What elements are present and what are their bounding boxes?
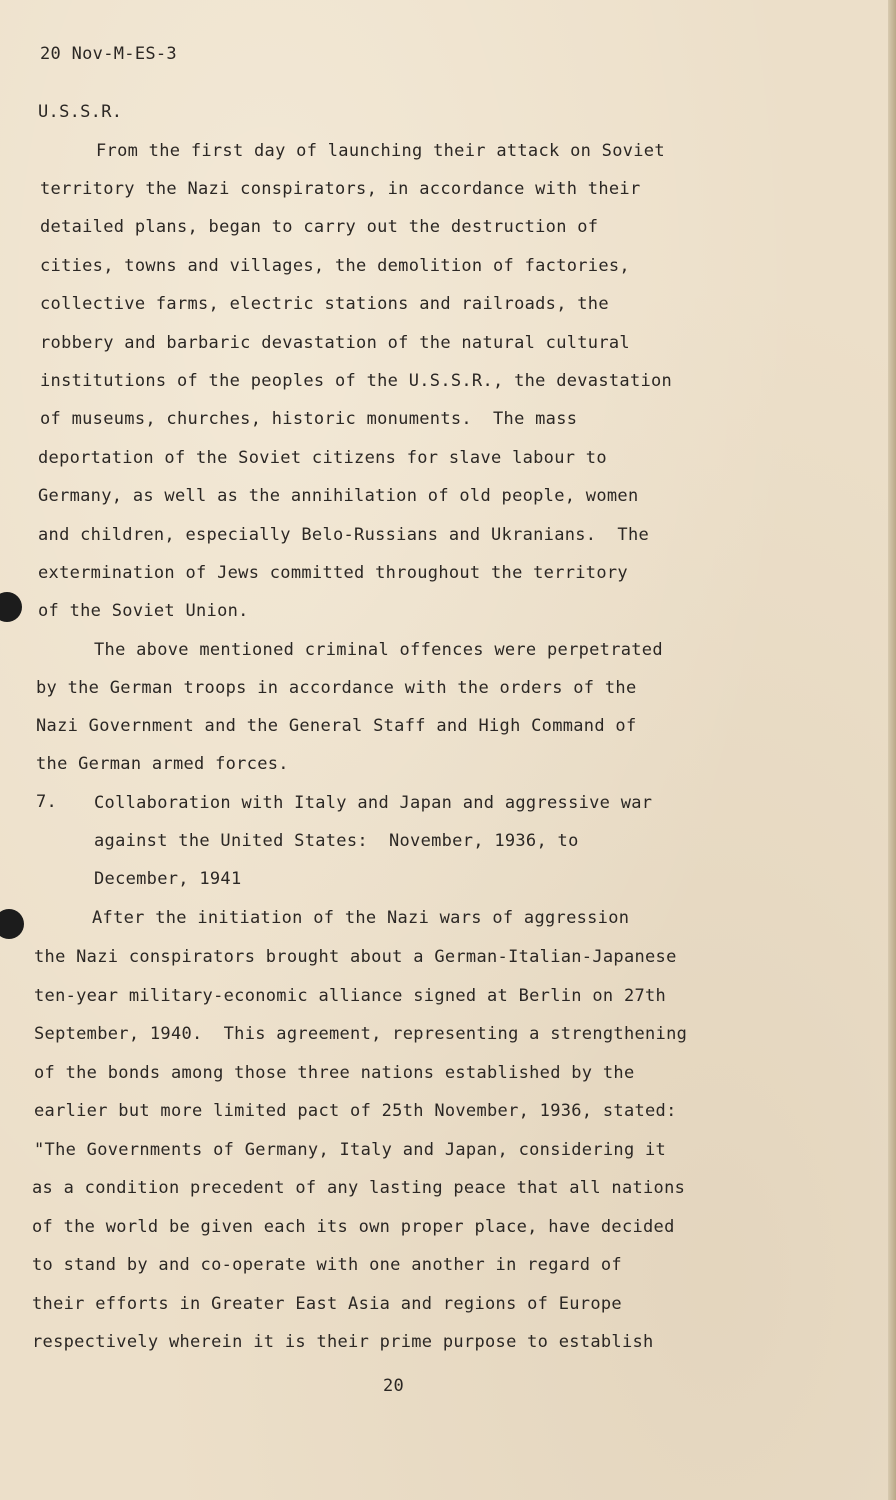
punch-hole (0, 592, 22, 622)
page-edge (888, 0, 896, 1500)
text-line: From the first day of launching their attack on Soviet (96, 141, 665, 161)
text-line: "The Governments of Germany, Italy and Japan, considering it (34, 1140, 667, 1160)
text-line: as a condition precedent of any lasting peace that all nations (32, 1178, 686, 1198)
text-line: The above mentioned criminal offences were perpetrated (94, 640, 663, 660)
text-line: cities, towns and villages, the demolition of factories, (40, 256, 630, 276)
text-line: respectively wherein it is their prime purpose to establish (32, 1332, 654, 1352)
text-line: to stand by and co-operate with one another in regard of (32, 1255, 622, 1275)
punch-hole (0, 909, 24, 939)
list-item-heading: against the United States: November, 1936, to (94, 831, 579, 851)
text-line: of museums, churches, historic monuments. The mass (40, 409, 578, 429)
text-line: the German armed forces. (36, 754, 289, 774)
list-item-number: 7. (36, 792, 58, 812)
text-line: collective farms, electric stations and railroads, the (40, 294, 609, 314)
text-line: territory the Nazi conspirators, in accordance with their (40, 179, 641, 199)
text-line: Nazi Government and the General Staff and High Command of (36, 716, 637, 736)
text-line: September, 1940. This agreement, representing a strengthening (34, 1024, 688, 1044)
text-line: After the initiation of the Nazi wars of aggression (92, 908, 630, 928)
text-line: of the world be given each its own proper place, have decided (32, 1217, 675, 1237)
text-line: the Nazi conspirators brought about a German-Italian-Japanese (34, 947, 677, 967)
text-line: institutions of the peoples of the U.S.S.R., the devastation (40, 371, 673, 391)
text-line: Germany, as well as the annihilation of old people, women (38, 486, 639, 506)
text-line: earlier but more limited pact of 25th November, 1936, stated: (34, 1101, 677, 1121)
text-line: by the German troops in accordance with the orders of the (36, 678, 637, 698)
text-line: of the Soviet Union. (38, 601, 249, 621)
page-number: 20 (383, 1376, 405, 1396)
text-line: robbery and barbaric devastation of the natural cultural (40, 333, 630, 353)
text-line: of the bonds among those three nations established by the (34, 1063, 635, 1083)
list-item-heading: Collaboration with Italy and Japan and aggressive war (94, 793, 653, 813)
list-item-heading: December, 1941 (94, 869, 242, 889)
text-line: deportation of the Soviet citizens for slave labour to (38, 448, 607, 468)
text-line: and children, especially Belo-Russians and Ukranians. The (38, 525, 650, 545)
text-line: their efforts in Greater East Asia and regions of Europe (32, 1294, 622, 1314)
header-code: 20 Nov-M-ES-3 (40, 44, 177, 64)
section-heading: U.S.S.R. (38, 102, 123, 122)
text-line: extermination of Jews committed throughout the territory (38, 563, 628, 583)
text-line: detailed plans, began to carry out the destruction of (40, 217, 599, 237)
text-line: ten-year military-economic alliance signed at Berlin on 27th (34, 986, 667, 1006)
